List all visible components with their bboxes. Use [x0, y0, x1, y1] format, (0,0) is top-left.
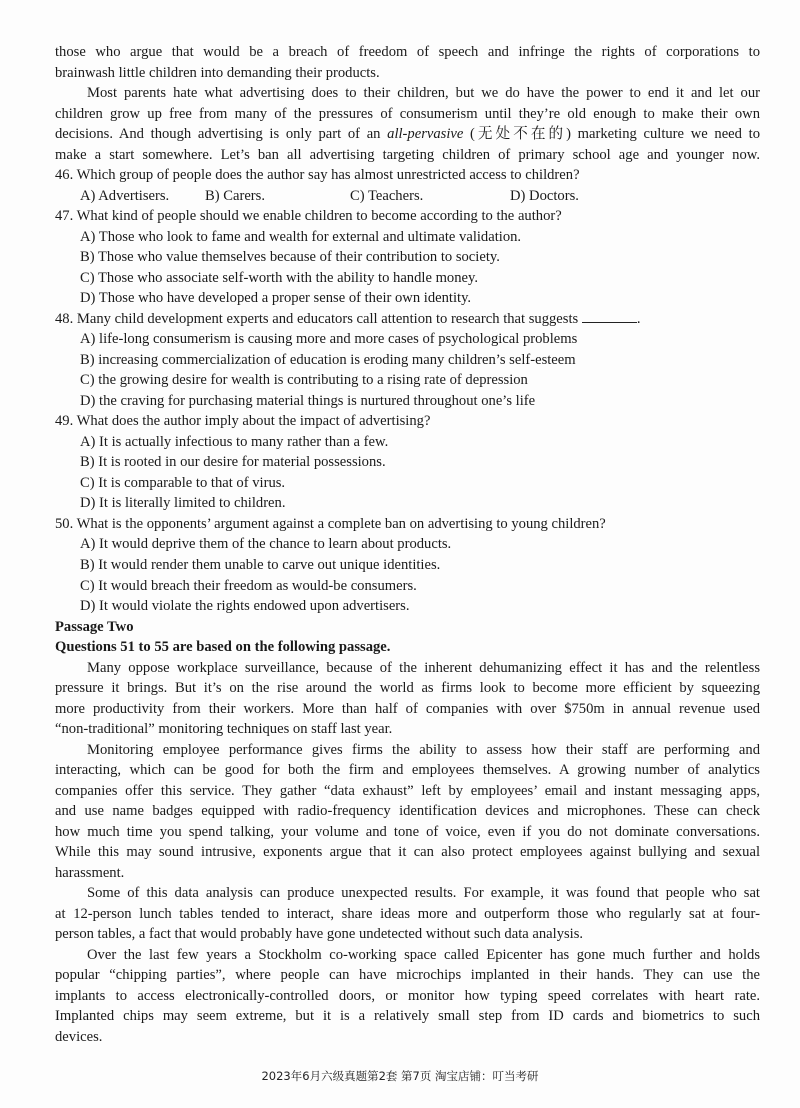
text-line: 46. Which group of people does the author say has almost unrestricted access to children? [55, 167, 580, 184]
text-segment: decisions. And though advertising is only part of an [55, 126, 388, 143]
text-line: implants to access electronically-controlled doors, or monitor how typing speed correlates with heart rate. [55, 987, 760, 1004]
text-line: A) It would deprive them of the chance to learn about products. [80, 536, 452, 553]
text-line [55, 309, 760, 329]
text-line: companies offer this service. They gather “data exhaust” left by employees’ email and instant messaging apps, [55, 782, 760, 799]
text-line: Most parents hate what advertising does to their children, but we do have the power to end it and let our [87, 85, 760, 102]
text-line: A) It is actually infectious to many rather than a few. [80, 433, 389, 450]
text-line: interacting, which can be good for both the firm and employees themselves. A growing number of analytics [55, 762, 760, 779]
text-line: devices. [55, 1028, 103, 1045]
text-line: how much time you spend talking, your volume and tone of voice, even if you do not dominate conversations. [55, 823, 760, 840]
text-line: B) increasing commercialization of education is eroding many children’s self-esteem [80, 351, 576, 368]
text-line: A) life-long consumerism is causing more and more cases of psychological problems [80, 331, 578, 348]
text-line: Implanted chips may seem extreme, but it is a relatively small step from ID cards and biometrics to such [55, 1008, 760, 1025]
text-line: D) It is literally limited to children. [80, 495, 286, 512]
text-line: and use name badges equipped with radio-frequency identification devices and microphones. These can check [55, 803, 760, 820]
text-line: person tables, a fact that would probably have gone undetected without such data analysis. [55, 926, 584, 943]
text-line: B) It is rooted in our desire for material possessions. [80, 454, 386, 471]
text-line: While this may sound intrusive, exponents argue that it can also protect employees against bullying and sexual [55, 844, 760, 861]
answer-option: C) Teachers. [350, 187, 424, 204]
text-line: B) Those who value themselves because of their contribution to society. [80, 249, 500, 266]
answer-option: B) Carers. [205, 187, 265, 204]
text-line: D) the craving for purchasing material things is nurtured throughout one’s life [80, 392, 536, 409]
text-line: Many oppose workplace surveillance, because of the inherent dehumanizing effect it has and the relentless [87, 659, 760, 676]
text-line [55, 124, 760, 144]
text-line: those who argue that would be a breach of freedom of speech and infringe the rights of corporations to [55, 44, 760, 60]
text-line: more productivity from their workers. More than half of companies with over $750m in annual revenue used [55, 700, 760, 717]
section-heading: Passage Two [55, 618, 134, 635]
text-line: C) Those who associate self-worth with the ability to handle money. [80, 269, 478, 286]
text-line: harassment. [55, 864, 125, 881]
text-line: at 12-person lunch tables tended to interact, share ideas more and outperform those who regularly sat at four- [55, 905, 760, 922]
answer-option: A) Advertisers. [80, 187, 170, 204]
text-segment: 48. Many child development experts and educators call attention to research that suggests [55, 310, 582, 327]
text-line: D) It would violate the rights endowed upon advertisers. [80, 598, 410, 615]
section-heading: Questions 51 to 55 are based on the following passage. [55, 639, 391, 656]
answer-options-row [55, 186, 760, 206]
text-line: A) Those who look to fame and wealth for external and ultimate validation. [80, 228, 522, 245]
text-line: Monitoring employee performance gives firms the ability to assess how their staff are performing and [87, 741, 760, 758]
text-line: B) It would render them unable to carve out unique identities. [80, 557, 441, 573]
text-line: children grow up free from many of the pressures of consumerism until they’re old enough to make their own [55, 105, 760, 122]
text-segment: (无处不在的) marketing culture we need to [463, 126, 760, 143]
text-line: “non-traditional” monitoring techniques on staff last year. [55, 721, 393, 738]
text-line: C) It would breach their freedom as would-be consumers. [80, 577, 417, 594]
text-segment: . [636, 310, 641, 327]
text-line: 49. What does the author imply about the impact of advertising? [55, 413, 431, 430]
text-line: Some of this data analysis can produce unexpected results. For example, it was found that people who sat [87, 885, 760, 902]
text-line: Over the last few years a Stockholm co-working space called Epicenter has gone much further and holds [87, 946, 760, 963]
text-line: popular “chipping parties”, where people can have microchips implanted in their hands. They can use the [55, 967, 760, 984]
answer-blank [582, 309, 637, 323]
text-line: make a start somewhere. Let’s ban all advertising targeting children of primary school age and younger now. [55, 146, 760, 163]
text-line: 50. What is the opponents’ argument against a complete ban on advertising to young children? [55, 515, 606, 532]
text-line: pressure it brings. But it’s on the rise around the world as firms look to become more efficient by squeezing [55, 680, 760, 697]
text-line: D) Those who have developed a proper sense of their own identity. [80, 290, 472, 307]
page-footer: 2023年6月六级真题第2套 第7页 淘宝店铺：叮当考研 [261, 1069, 539, 1083]
italic-term: all-pervasive [387, 126, 464, 143]
text-line: 47. What kind of people should we enable children to become according to the author? [55, 208, 562, 225]
text-line: C) the growing desire for wealth is contributing to a rising rate of depression [80, 372, 528, 389]
answer-option: D) Doctors. [510, 187, 579, 204]
text-line: brainwash little children into demanding their products. [55, 64, 380, 81]
text-line: C) It is comparable to that of virus. [80, 474, 286, 491]
